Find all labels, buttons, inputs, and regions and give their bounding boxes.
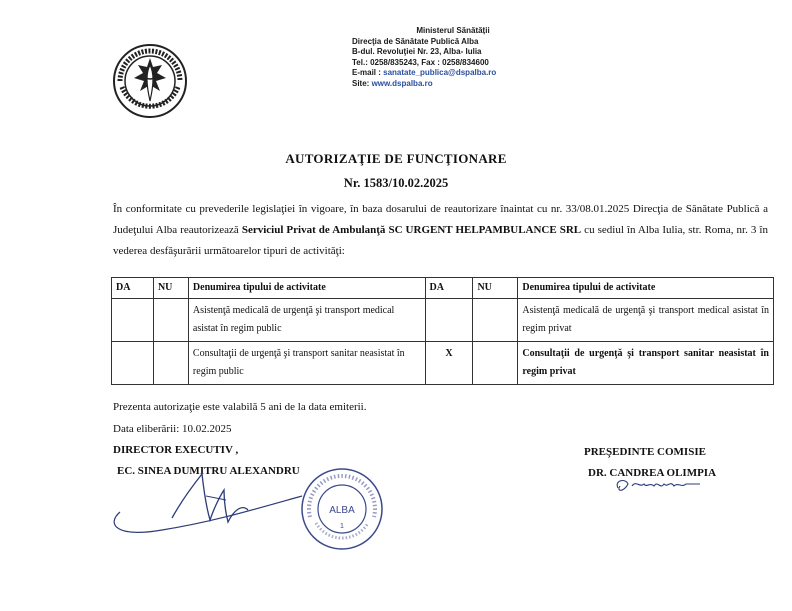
institution-phone-fax: Tel.: 0258/835243, Fax : 0258/834600 (352, 57, 489, 67)
cell-da-checked: X (425, 342, 473, 385)
cell-da (425, 299, 473, 342)
director-signature (102, 470, 312, 540)
header-da-1: DA (112, 278, 154, 299)
cell-activity: Consultaţii de urgenţă şi transport sanitar neasistat în regim public (188, 342, 425, 385)
official-stamp (300, 467, 384, 551)
document-number: Nr. 1583/10.02.2025 (343, 176, 449, 190)
cell-da (112, 342, 154, 385)
authorization-paragraph: În conformitate cu prevederile legislaţiei în vigoare, în baza dosarului de reautorizare înaintat cu nr. 33/08.01.2025 Direcţia de Sănătate Publică a Judeţului Alba reautorizează Serviciul Privat de Ambulanţă SC URGENT HELPAMBULANCE SRL cu sediul în Alba Iulia, str. Roma, nr. 3 în vederea desfăşurării următoarelor tipuri de activităţi: (113, 203, 768, 257)
header-da-2: DA (425, 278, 473, 299)
validity-statement: Prezenta autorizaţie este valabilă 5 ani de la data emiterii. (113, 401, 367, 413)
director-name: EC. SINEA DUMITRU ALEXANDRU (117, 465, 300, 477)
cell-activity: Asistenţă medicală de urgenţă şi transport medical asistat în regim public (188, 299, 425, 342)
company-name: Serviciul Privat de Ambulanţă SC URGENT HELPAMBULANCE SRL (241, 224, 582, 236)
institution-email: E-mail : sanatate_publica@dspalba.ro (352, 68, 497, 77)
institution-site: Site: www.dspalba.ro (352, 78, 433, 88)
commission-title: PREŞEDINTE COMISIE (584, 446, 706, 458)
document-title: AUTORIZAŢIE DE FUNCŢIONARE (285, 151, 507, 166)
table-row (112, 342, 774, 385)
header-activity-2: Denumirea tipului de activitate (518, 278, 774, 299)
cell-activity: Asistenţă medicală de urgenţă şi transport medical asistat în regim privat (518, 299, 774, 342)
email-link[interactable]: sanatate_publica@dspalba.ro (383, 68, 497, 77)
stamp-center-text: ALBA (329, 505, 355, 516)
commission-signature (612, 474, 712, 496)
cell-activity-selected: Consultaţii de urgenţă şi transport sanitar neasistat în regim privat (518, 342, 774, 385)
director-title: DIRECTOR EXECUTIV , (113, 444, 239, 456)
letterhead (352, 26, 552, 89)
commission-name: DR. CANDREA OLIMPIA (588, 467, 717, 479)
activities-table (111, 277, 774, 385)
institution-address: B-dul. Revoluţiei Nr. 23, Alba- Iulia (352, 47, 482, 56)
cell-da (112, 299, 154, 342)
cell-nu (153, 299, 188, 342)
header-activity-1: Denumirea tipului de activitate (188, 278, 425, 299)
cell-nu (153, 342, 188, 385)
table-row (112, 299, 774, 342)
table-header-row (112, 278, 774, 299)
ministry-name: Ministerul Sănătății (416, 26, 490, 35)
issue-date: Data eliberării: 10.02.2025 (113, 423, 232, 435)
cell-nu (473, 299, 518, 342)
website-link[interactable]: www.dspalba.ro (371, 78, 433, 88)
dsp-alba-logo (112, 43, 188, 119)
stamp-number: 1 (340, 523, 344, 530)
header-nu-1: NU (153, 278, 188, 299)
cell-nu (473, 342, 518, 385)
header-nu-2: NU (473, 278, 518, 299)
institution-name: Direcţia de Sănătate Publică Alba (352, 36, 479, 46)
